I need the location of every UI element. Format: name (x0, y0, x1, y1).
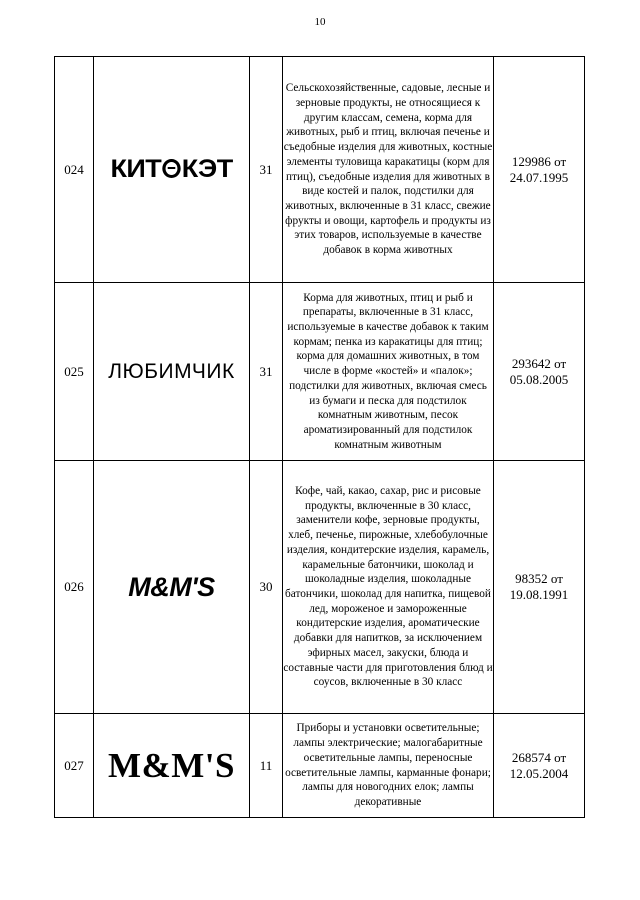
class-number: 30 (250, 461, 283, 714)
registration-date: 05.08.2005 (509, 371, 569, 387)
trademark-table (54, 56, 585, 818)
goods-description: Сельскохозяйственные, садовые, лесные и зерновые продукты, не относящиеся к другим классам, семена, корма для животных, рыб и птиц, включая печенье и съедобные изделия для животных, костные элементы туловища каракатицы (корм для птиц), съедобные изделия для животных в виде костей и палок, подстилки для животных, включенные в 31 класс, свежие фрукты и овощи, картофель и продукты из этих товаров, используемые в качестве добавок в корма животных (283, 57, 494, 283)
trademark-text: ЛЮБИМЧИК (108, 359, 235, 383)
trademark-text: M&M'S (108, 745, 235, 785)
registration-date: 19.08.1991 (509, 587, 569, 602)
class-number: 11 (250, 714, 283, 818)
registration-date: 12.05.2004 (509, 765, 569, 781)
row-number: 025 (55, 283, 94, 461)
trademark-logo-lubimchik (94, 283, 250, 461)
registration-number: 268574 от (511, 749, 567, 765)
table-row (55, 461, 585, 714)
trademark-logo-mms-serif (94, 714, 250, 818)
registration-number: 293642 от (511, 355, 567, 371)
trademark-logo-mms-script (94, 461, 250, 714)
table-row (55, 283, 585, 461)
row-number: 026 (55, 461, 94, 714)
class-number: 31 (250, 57, 283, 283)
registration-info (494, 57, 585, 283)
registration-date: 24.07.1995 (509, 169, 569, 185)
table-row (55, 714, 585, 818)
registration-number: 98352 от (515, 571, 563, 586)
class-number: 31 (250, 283, 283, 461)
row-number: 027 (55, 714, 94, 818)
e-circle-icon (162, 159, 180, 178)
row-number: 024 (55, 57, 94, 283)
page-number: 10 (314, 16, 326, 28)
goods-description: Корма для животных, птиц и рыб и препараты, включенные в 31 класс, используемые в качестве добавок к таким кормам; пенка из каракатицы для птиц; корма для домашних животных, в том числе в форме «костей» и «палок»; подстилки для животных, включая смесь из бумаги и песка для подстилок комнатным животным, песок ароматизированный для подстилок комнатным животным (283, 283, 494, 461)
registration-number: 129986 от (511, 153, 567, 169)
goods-description: Приборы и установки осветительные; лампы электрические; малогабаритные осветительные лампы, переносные осветительные лампы, карманные фонари; лампы для новогодних елок; лампы декоративные (283, 714, 494, 818)
goods-description: Кофе, чай, какао, сахар, рис и рисовые продукты, включенные в 30 класс, заменители кофе, зерновые продукты, хлеб, печенье, пирожные, хлебобулочные изделия, кондитерские изделия, карамель, карамельные батончики, шоколад и шоколадные изделия, шоколадные батончики, шоколад для напитка, пищевой лед, мороженое и замороженные кондитерские изделия, ароматические добавки для напитков, за исключением эфирных масел, закуски, блюда и составные части для приготовления блюд и соусов, включенные в 30 класс (283, 461, 494, 714)
registration-info (494, 461, 585, 714)
trademark-logo-kitekat (94, 57, 250, 283)
registration-info (494, 714, 585, 818)
table-row (55, 57, 585, 283)
trademark-text: M&M'S (128, 571, 215, 602)
trademark-text-part: КИТ (110, 155, 162, 183)
trademark-text-part: КЭТ (181, 155, 233, 183)
registration-info (494, 283, 585, 461)
